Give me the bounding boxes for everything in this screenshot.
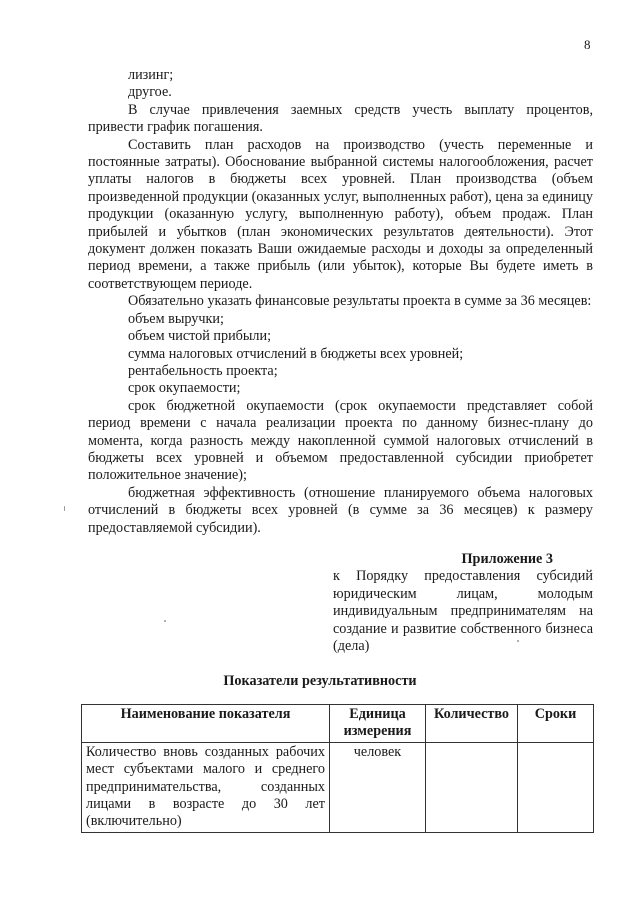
paragraph-loan-rest: привести график погашения.	[88, 119, 263, 136]
paragraph-budget-efficiency: бюджетная эффективность (отношение планируемого объема налоговых отчислений в бюджеты всех уровней (в сумме за 36 месяцев) к размеру предоставляемой субсидии).	[88, 484, 593, 536]
header-terms: Сроки	[518, 705, 594, 743]
header-quantity: Количество	[426, 705, 518, 743]
page-number: 8	[584, 37, 591, 52]
result-item: объем чистой прибыли;	[128, 328, 272, 345]
table-title: Показатели результативности	[223, 673, 417, 689]
list-item: лизинг;	[128, 67, 174, 83]
cell-unit: человек	[330, 742, 426, 832]
header-indicator-name: Наименование показателя	[82, 705, 330, 743]
scan-speck	[517, 640, 519, 642]
result-item: срок окупаемости;	[128, 380, 241, 397]
scan-speck	[64, 506, 65, 511]
paragraph-financial-results: Обязательно указать финансовые результаты проекта в сумме за 36 месяцев:	[128, 293, 592, 310]
paragraph-loan-first: В случае привлечения заемных средств учесть выплату процентов,	[128, 101, 593, 118]
result-item: объем выручки;	[128, 310, 224, 327]
indicators-table	[81, 704, 594, 833]
appendix-block	[333, 551, 593, 655]
table-header-row	[82, 705, 594, 743]
paragraph-budget-payback: срок бюджетной окупаемости (срок окупаемости представляет собой период времени с начала реализации проекта по данному бизнес-плану до момента, когда разность между накопленной суммой налоговых отчислений в бюджеты всех уровней и объемом предоставленной субсидии приобретет положительное значение);	[88, 397, 593, 484]
cell-terms	[518, 742, 594, 832]
cell-indicator-name: Количество вновь созданных рабочих мест субъектами малого и среднего предпринимательства, созданных лицами в возрасте до 30 лет (включительно)	[82, 742, 330, 832]
result-item: сумма налоговых отчислений в бюджеты всех уровней;	[128, 345, 464, 362]
paragraph-expense-plan: Составить план расходов на производство (учесть переменные и постоянные затраты). Обоснование выбранной системы налогообложения, расчет уплаты налогов в бюджеты всех уровней. План производства (объем произведенной продукции (оказанных услуг, выполненных работ), цена за единицу продукции (оказанную услугу, выполненную работу), объем продаж. План прибылей и убытков (план экономических результатов деятельности). Этот документ должен показать Ваши ожидаемые расходы и доходы за определенный период времени, а также прибыль (или убыток), которые Вы будете иметь в соответствующем периоде.	[88, 136, 593, 292]
scan-speck	[164, 620, 166, 622]
document-body	[88, 67, 593, 537]
appendix-title: Приложение 3	[461, 551, 553, 567]
appendix-text: к Порядку предоставления субсидий юридическим лицам, молодым индивидуальным предпринимателям на создание и развитие собственного бизнеса (дела)	[333, 568, 593, 655]
header-unit: Единица измерения	[330, 705, 426, 743]
list-item: другое.	[128, 84, 172, 101]
result-item: рентабельность проекта;	[128, 362, 278, 379]
cell-quantity	[426, 742, 518, 832]
table-row	[82, 742, 594, 832]
